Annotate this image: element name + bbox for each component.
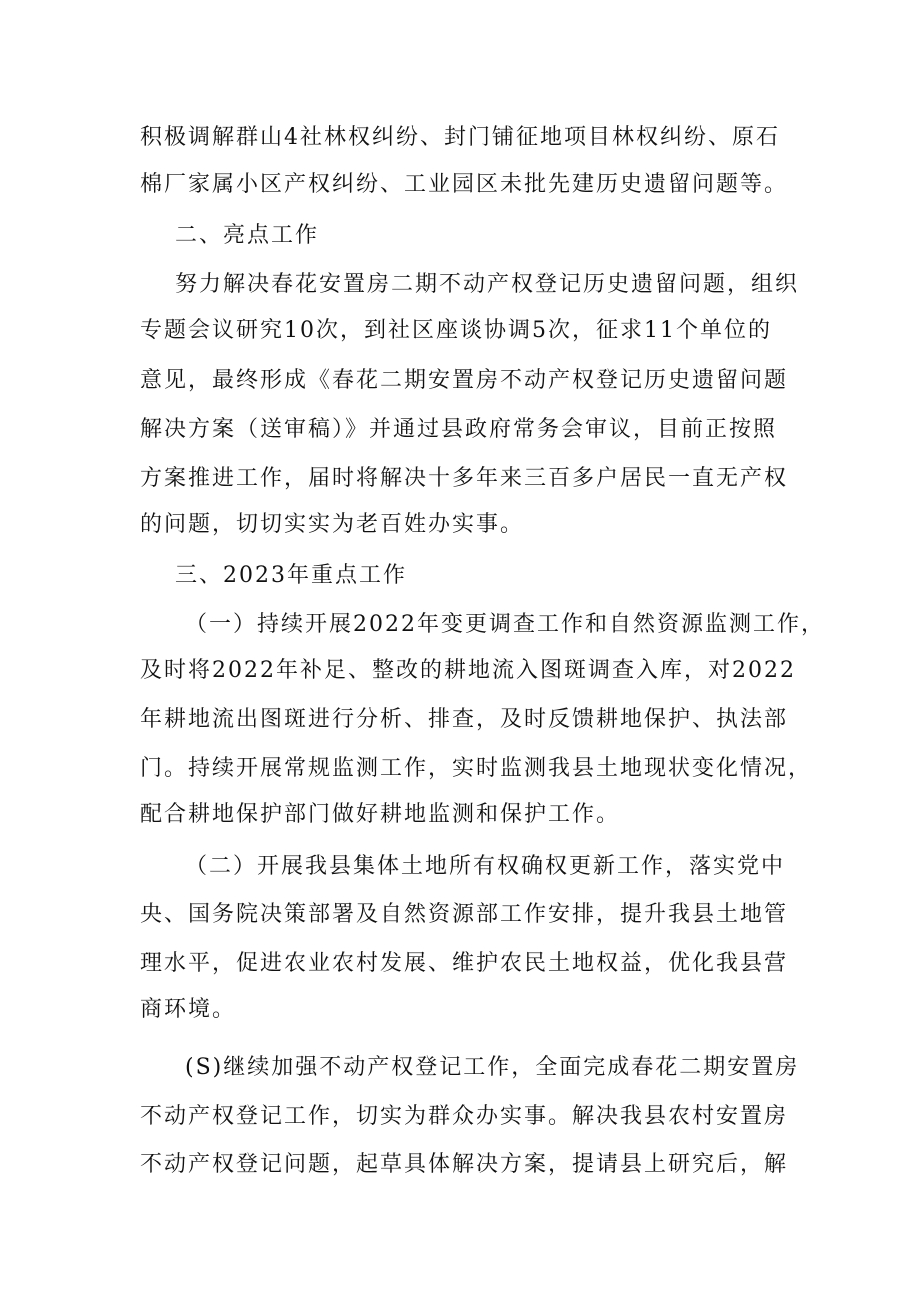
text-line: 门。持续开展常规监测工作，实时监测我县土地现状变化情况， bbox=[140, 756, 813, 781]
text-line: 的问题，切切实实为老百姓办实事。 bbox=[140, 512, 525, 537]
text-line: 解决方案（送审稿）》并通过县政府常务会审议，目前正按照 bbox=[140, 417, 778, 442]
text-line: 努力解决春花安置房二期不动产权登记历史遗留问题，组织 bbox=[175, 272, 800, 297]
text-line: 商环境。 bbox=[140, 997, 237, 1022]
text-line: 理水平，促进农业农村发展、维护农民土地权益，优化我县营 bbox=[140, 951, 789, 976]
text-line: 央、国务院决策部署及自然资源部工作安排，提升我县土地管 bbox=[140, 902, 789, 927]
text-line: 年耕地流出图斑进行分析、排查，及时反馈耕地保护、执法部 bbox=[140, 707, 789, 732]
text-line: 棉厂家属小区产权纠纷、工业园区未批先建历史遗留问题等。 bbox=[140, 172, 789, 197]
text-line: （一）持续开展2022年变更调查工作和自然资源监测工作， bbox=[185, 612, 825, 637]
text-line: 方案推进工作，届时将解决十多年来三百多户居民一直无产权 bbox=[140, 466, 789, 491]
text-line: 不动产权登记工作，切实为群众办实事。解决我县农村安置房 bbox=[140, 1104, 789, 1129]
section-heading: 三、2023年重点工作 bbox=[175, 563, 407, 588]
text-line: 专题会议研究10次，到社区座谈协调5次，征求11个单位的 bbox=[140, 318, 772, 343]
text-line: 意见，最终形成《春花二期安置房不动产权登记历史遗留问题 bbox=[140, 368, 789, 393]
text-line: 及时将2022年补足、整改的耕地流入图斑调查入库，对2022 bbox=[140, 658, 796, 683]
text-line: （二）开展我县集体土地所有权确权更新工作，落实党中 bbox=[185, 854, 786, 879]
section-heading: 二、亮点工作 bbox=[175, 223, 320, 248]
text-line: (S)继续加强不动产权登记工作，全面完成春花二期安置房 bbox=[185, 1055, 800, 1080]
text-line: 配合耕地保护部门做好耕地监测和保护工作。 bbox=[140, 802, 621, 827]
text-line: 积极调解群山4社林权纠纷、封门铺征地项目林权纠纷、原石 bbox=[140, 125, 780, 150]
text-line: 不动产权登记问题，起草具体解决方案，提请县上研究后，解 bbox=[140, 1152, 789, 1177]
